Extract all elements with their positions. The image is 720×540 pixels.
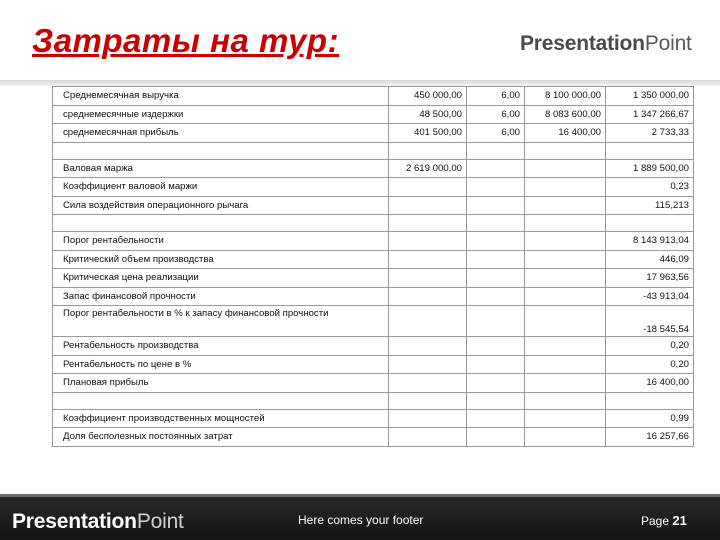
value-cell-c1 xyxy=(389,269,467,288)
value-cell-c4: 1 889 500,00 xyxy=(606,159,694,178)
row-label-cell: Среднемесячная выручка xyxy=(53,87,389,106)
value-cell-c3 xyxy=(525,374,606,393)
value-cell-c1 xyxy=(389,215,467,232)
table-row xyxy=(53,178,694,197)
value-cell-c3 xyxy=(525,142,606,159)
value-cell-c2 xyxy=(467,178,525,197)
value-cell-c1 xyxy=(389,250,467,269)
page-number-value: 21 xyxy=(672,513,687,528)
value-cell-c4: 115,213 xyxy=(606,196,694,215)
page-number xyxy=(641,513,687,528)
table-row xyxy=(53,250,694,269)
value-cell-c3 xyxy=(525,409,606,428)
presentationpoint-logo xyxy=(520,32,692,56)
value-cell-c2 xyxy=(467,142,525,159)
row-label-cell: Критическая цена реализации xyxy=(53,269,389,288)
value-cell-c1 xyxy=(389,142,467,159)
value-cell-c1: 48 500,00 xyxy=(389,105,467,124)
value-cell-c2 xyxy=(467,159,525,178)
row-label-cell: Критический объем производства xyxy=(53,250,389,269)
logo-text-presentation: Presentation xyxy=(520,32,645,55)
value-cell-c4: 17 963,56 xyxy=(606,269,694,288)
value-cell-c2 xyxy=(467,409,525,428)
value-cell-c2 xyxy=(467,196,525,215)
table-row xyxy=(53,124,694,143)
value-cell-c4: 16 400,00 xyxy=(606,374,694,393)
value-cell-c4 xyxy=(606,215,694,232)
value-cell-c2: 6,00 xyxy=(467,87,525,106)
table-row xyxy=(53,392,694,409)
value-cell-c3 xyxy=(525,196,606,215)
value-cell-c4: 1 347 266,67 xyxy=(606,105,694,124)
value-cell-c3 xyxy=(525,215,606,232)
value-cell-c1 xyxy=(389,232,467,251)
table-row xyxy=(53,355,694,374)
value-cell-c2 xyxy=(467,392,525,409)
value-cell-c1 xyxy=(389,409,467,428)
value-cell-c1 xyxy=(389,392,467,409)
table-row xyxy=(53,287,694,306)
value-cell-c4: 446,09 xyxy=(606,250,694,269)
value-cell-c4: 16 257,66 xyxy=(606,428,694,447)
value-cell-c3 xyxy=(525,178,606,197)
value-cell-c3 xyxy=(525,287,606,306)
slide-title: Затраты на тур: xyxy=(32,22,340,59)
row-label-cell: Сила воздействия операционного рычага xyxy=(53,196,389,215)
value-cell-c1 xyxy=(389,196,467,215)
value-cell-c2 xyxy=(467,287,525,306)
value-cell-c2 xyxy=(467,250,525,269)
table-row xyxy=(53,269,694,288)
table-row xyxy=(53,306,694,337)
tour-costs-table xyxy=(52,86,694,447)
row-label-cell: Порог рентабельности в % к запасу финансовой прочности xyxy=(53,306,389,337)
row-label-cell: Рентабельность производства xyxy=(53,337,389,356)
value-cell-c4: 0,20 xyxy=(606,337,694,356)
value-cell-c4: 2 733,33 xyxy=(606,124,694,143)
page-label: Page xyxy=(641,514,670,528)
table-row xyxy=(53,409,694,428)
table-row xyxy=(53,87,694,106)
row-label-cell xyxy=(53,142,389,159)
row-label-cell: Валовая маржа xyxy=(53,159,389,178)
value-cell-c3 xyxy=(525,306,606,337)
value-cell-c3 xyxy=(525,392,606,409)
logo-text-point: Point xyxy=(644,32,692,55)
table-row xyxy=(53,105,694,124)
row-label-cell xyxy=(53,215,389,232)
value-cell-c1: 450 000,00 xyxy=(389,87,467,106)
table-row xyxy=(53,428,694,447)
row-label-cell: Коэффициент производственных мощностей xyxy=(53,409,389,428)
row-label-cell: среднемесячная прибыль xyxy=(53,124,389,143)
value-cell-c2 xyxy=(467,306,525,337)
value-cell-c4: 0,20 xyxy=(606,355,694,374)
value-cell-c4: 8 143 913,04 xyxy=(606,232,694,251)
value-cell-c1 xyxy=(389,374,467,393)
value-cell-c4: -43 913,04 xyxy=(606,287,694,306)
value-cell-c2 xyxy=(467,337,525,356)
row-label-cell: среднемесячные издержки xyxy=(53,105,389,124)
row-label-cell xyxy=(53,392,389,409)
value-cell-c2 xyxy=(467,428,525,447)
value-cell-c1 xyxy=(389,337,467,356)
value-cell-c4 xyxy=(606,392,694,409)
value-cell-c3 xyxy=(525,428,606,447)
table-row xyxy=(53,337,694,356)
row-label-cell: Рентабельность по цене в % xyxy=(53,355,389,374)
row-label-cell: Коэффициент валовой маржи xyxy=(53,178,389,197)
value-cell-c3: 8 083 600,00 xyxy=(525,105,606,124)
value-cell-c3 xyxy=(525,355,606,374)
value-cell-c4: 0,99 xyxy=(606,409,694,428)
value-cell-c3 xyxy=(525,269,606,288)
footer-text: Here comes your footer xyxy=(298,513,424,527)
table-row xyxy=(53,196,694,215)
value-cell-c4: -18 545,54 xyxy=(606,306,694,337)
value-cell-c1 xyxy=(389,306,467,337)
value-cell-c2: 6,00 xyxy=(467,124,525,143)
value-cell-c2 xyxy=(467,269,525,288)
value-cell-c3 xyxy=(525,250,606,269)
row-label-cell: Плановая прибыль xyxy=(53,374,389,393)
value-cell-c3 xyxy=(525,232,606,251)
value-cell-c3: 8 100 000,00 xyxy=(525,87,606,106)
value-cell-c3: 16 400,00 xyxy=(525,124,606,143)
value-cell-c1 xyxy=(389,428,467,447)
value-cell-c4: 1 350 000,00 xyxy=(606,87,694,106)
value-cell-c1 xyxy=(389,287,467,306)
table-row xyxy=(53,215,694,232)
table-row xyxy=(53,142,694,159)
footer-logo xyxy=(12,510,184,534)
value-cell-c2 xyxy=(467,232,525,251)
row-label-cell: Порог рентабельности xyxy=(53,232,389,251)
value-cell-c4: 0,23 xyxy=(606,178,694,197)
value-cell-c2 xyxy=(467,215,525,232)
value-cell-c1 xyxy=(389,178,467,197)
value-cell-c1: 2 619 000,00 xyxy=(389,159,467,178)
value-cell-c1: 401 500,00 xyxy=(389,124,467,143)
table-row xyxy=(53,159,694,178)
row-label-cell: Запас финансовой прочности xyxy=(53,287,389,306)
row-label-cell: Доля бесполезных постоянных затрат xyxy=(53,428,389,447)
value-cell-c2 xyxy=(467,355,525,374)
value-cell-c1 xyxy=(389,355,467,374)
table-row xyxy=(53,374,694,393)
value-cell-c4 xyxy=(606,142,694,159)
footer-logo-text-point: Point xyxy=(136,510,184,533)
value-cell-c3 xyxy=(525,159,606,178)
value-cell-c2 xyxy=(467,374,525,393)
table-row xyxy=(53,232,694,251)
value-cell-c3 xyxy=(525,337,606,356)
footer-logo-text-presentation: Presentation xyxy=(12,510,137,533)
value-cell-c2: 6,00 xyxy=(467,105,525,124)
